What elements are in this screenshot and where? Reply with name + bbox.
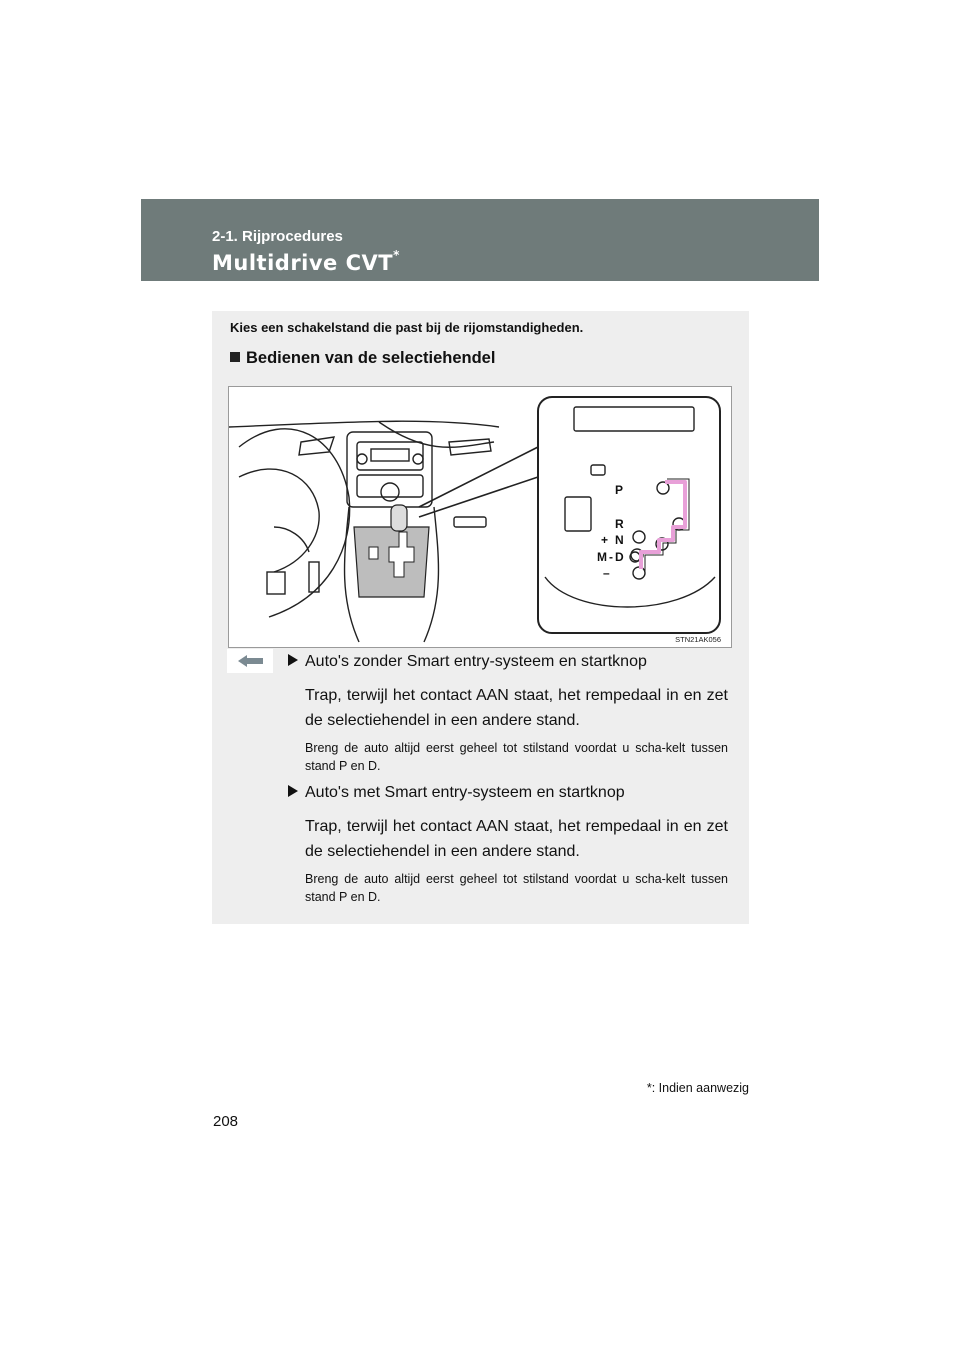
shift-lock-button <box>591 465 605 475</box>
section-label: 2-1. Rijprocedures <box>212 228 343 245</box>
callout-line-top <box>419 447 538 507</box>
shift-knob <box>391 505 407 531</box>
bullet-text: Auto's zonder Smart entry-systeem en startknop <box>305 653 647 670</box>
gate-m-plus <box>633 531 645 543</box>
steering-wheel-inner <box>239 469 319 572</box>
brake-pedal <box>267 572 285 594</box>
intro-text: Kies een schakelstand die past bij de rijomstandigheden. <box>230 320 584 335</box>
subheading <box>230 349 495 368</box>
audio-unit <box>357 442 423 470</box>
shift-path <box>641 482 685 569</box>
back-arrow-bar <box>246 658 263 664</box>
console-button <box>369 547 378 559</box>
note-paragraph: Breng de auto altijd eerst geheel tot stilstand voordat u scha-kelt tussen stand P en D. <box>305 741 728 773</box>
shift-lever-illustration <box>228 386 732 648</box>
bullet-text: Auto's met Smart entry-systeem en startknop <box>305 784 625 801</box>
triangle-bullet-icon <box>288 785 298 797</box>
triangle-bullet-icon <box>288 654 298 666</box>
instruction-paragraph: Trap, terwijl het contact AAN staat, het rempedaal in en zet de selectiehendel in een andere stand. <box>305 818 728 860</box>
chapter-title <box>212 248 400 275</box>
steering-wheel <box>239 429 350 617</box>
callout-line-bottom <box>419 477 538 517</box>
dashboard-top <box>229 421 499 427</box>
dashboard-drawing <box>229 387 733 649</box>
climate-knob <box>381 483 399 501</box>
glovebox-handle <box>454 517 486 527</box>
page-number: 208 <box>213 1113 239 1130</box>
optional-marker: * <box>393 248 400 262</box>
steering-spoke <box>274 527 309 552</box>
note-paragraph: Breng de auto altijd eerst geheel tot stilstand voordat u scha-kelt tussen stand P en D. <box>305 872 728 904</box>
subheading-text: Bedienen van de selectiehendel <box>246 349 496 367</box>
chapter-title-text: Multidrive CVT <box>212 251 394 275</box>
gear-label-m: M <box>597 550 607 564</box>
bullet-item-1 <box>288 653 647 671</box>
back-link[interactable] <box>227 649 273 673</box>
instruction-paragraph: Trap, terwijl het contact AAN staat, het rempedaal in en zet de selectiehendel in een andere stand. <box>305 687 728 729</box>
dashboard-line <box>379 422 494 447</box>
gear-label-p: P <box>615 483 624 497</box>
figure-code: STN21AK056 <box>675 635 721 644</box>
gear-label-n: N <box>615 533 624 547</box>
footnote: *: Indien aanwezig <box>646 1081 749 1095</box>
gear-label-r: R <box>615 517 624 531</box>
gear-label-minus: – <box>603 566 610 580</box>
console-curve <box>545 577 715 607</box>
gear-label-plus: + <box>601 533 609 547</box>
gear-label-d: D <box>615 550 624 564</box>
knob-left <box>357 454 367 464</box>
vent-left <box>299 437 334 455</box>
bullet-item-2 <box>288 784 625 802</box>
square-bullet-icon <box>230 352 240 362</box>
gear-label-dash: - <box>609 550 613 564</box>
display <box>371 449 409 461</box>
knob-right <box>413 454 423 464</box>
indicator-panel <box>574 407 694 431</box>
lock-release-slot <box>565 497 591 531</box>
header-band <box>141 199 819 281</box>
climate-unit <box>357 475 423 497</box>
